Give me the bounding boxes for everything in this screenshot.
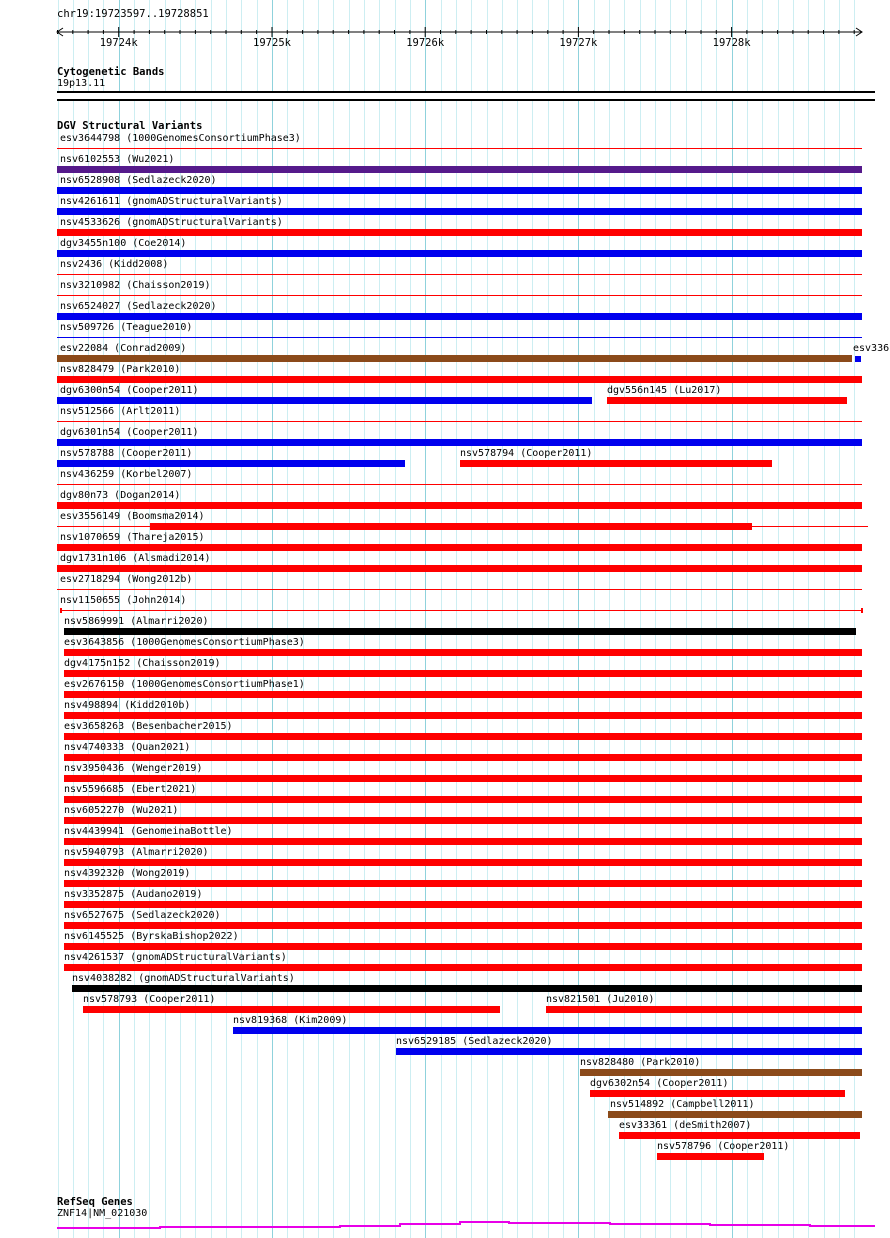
variant-label: nsv2436 (Kidd2008) — [60, 259, 169, 270]
variant-label: nsv3210982 (Chaisson2019) — [60, 280, 211, 291]
region-title: chr19:19723597..19728851 — [57, 8, 209, 20]
variant-label: nsv6102553 (Wu2021) — [60, 154, 175, 165]
variant-label: nsv4533626 (gnomADStructuralVariants) — [60, 217, 283, 228]
variant-label: nsv5596685 (Ebert2021) — [64, 784, 197, 795]
variant-label: dgv1731n106 (Alsmadi2014) — [60, 553, 211, 564]
refseq-gene-name: ZNF14|NM_021030 — [57, 1208, 148, 1219]
variant-label: nsv1150655 (John2014) — [60, 595, 187, 606]
variant-label: nsv6145525 (ByrskaBishop2022) — [64, 931, 239, 942]
variant-label: esv2676150 (1000GenomesConsortiumPhase1) — [64, 679, 305, 690]
variant-label: nsv6052270 (Wu2021) — [64, 805, 179, 816]
variant-label: nsv6528908 (Sedlazeck2020) — [60, 175, 217, 186]
refseq-section-title: RefSeq Genes — [57, 1196, 133, 1208]
ruler-tick-label: 19724k — [99, 37, 138, 49]
variant-label: nsv3352875 (Audano2019) — [64, 889, 203, 900]
ruler-tick-label: 19728k — [712, 37, 751, 49]
variant-label: nsv514892 (Campbell2011) — [610, 1099, 755, 1110]
variant-label: esv3644798 (1000GenomesConsortiumPhase3) — [60, 133, 301, 144]
variant-label: nsv4261611 (gnomADStructuralVariants) — [60, 196, 283, 207]
ruler-tick-label: 19727k — [559, 37, 598, 49]
gene-line[interactable] — [57, 1222, 875, 1228]
variant-label: esv336 — [853, 343, 890, 354]
ruler-tick-label: 19725k — [253, 37, 291, 49]
variant-label: nsv3950436 (Wenger2019) — [64, 763, 203, 774]
variant-label: dgv6302n54 (Cooper2011) — [590, 1078, 729, 1089]
variant-label: nsv512566 (Arlt2011) — [60, 406, 181, 417]
variant-label: dgv556n145 (Lu2017) — [607, 385, 722, 396]
cytobands-section-title: Cytogenetic Bands — [57, 66, 165, 78]
variant-label: esv3658263 (Besenbacher2015) — [64, 721, 233, 732]
cytoband-name: 19p13.11 — [57, 78, 106, 89]
variant-label: nsv4439941 (GenomeinaBottle) — [64, 826, 233, 837]
variant-label: nsv821501 (Ju2010) — [546, 994, 655, 1005]
variant-label: nsv4740333 (Quan2021) — [64, 742, 191, 753]
variant-label: dgv6301n54 (Cooper2011) — [60, 427, 199, 438]
variant-label: nsv578788 (Cooper2011) — [60, 448, 193, 459]
variant-label: nsv4038282 (gnomADStructuralVariants) — [72, 973, 295, 984]
variant-label: nsv436259 (Korbel2007) — [60, 469, 193, 480]
variant-label: dgv4175n152 (Chaisson2019) — [64, 658, 221, 669]
variant-label: nsv578794 (Cooper2011) — [460, 448, 593, 459]
ruler-tick-label: 19726k — [406, 37, 445, 49]
variant-label: nsv5940793 (Almarri2020) — [64, 847, 209, 858]
variant-label: dgv6300n54 (Cooper2011) — [60, 385, 199, 396]
variant-label: nsv819368 (Kim2009) — [233, 1015, 348, 1026]
variant-label: nsv5869991 (Almarri2020) — [64, 616, 209, 627]
variant-label: nsv6529185 (Sedlazeck2020) — [396, 1036, 553, 1047]
dgv-section-title: DGV Structural Variants — [57, 120, 203, 132]
variant-label: nsv6524027 (Sedlazeck2020) — [60, 301, 217, 312]
variant-label: nsv578793 (Cooper2011) — [83, 994, 216, 1005]
variant-label: nsv828479 (Park2010) — [60, 364, 181, 375]
variant-label: nsv578796 (Cooper2011) — [657, 1141, 790, 1152]
variant-label: dgv80n73 (Dogan2014) — [60, 490, 181, 501]
variant-label: esv22084 (Conrad2009) — [60, 343, 187, 354]
variant-label: esv33361 (deSmith2007) — [619, 1120, 752, 1131]
variant-label: dgv3455n100 (Coe2014) — [60, 238, 187, 249]
variant-label: nsv828480 (Park2010) — [580, 1057, 701, 1068]
variant-label: esv3643856 (1000GenomesConsortiumPhase3) — [64, 637, 305, 648]
variant-label: nsv498894 (Kidd2010b) — [64, 700, 191, 711]
variant-label: nsv6527675 (Sedlazeck2020) — [64, 910, 221, 921]
variant-label: nsv4261537 (gnomADStructuralVariants) — [64, 952, 287, 963]
variant-label: nsv4392320 (Wong2019) — [64, 868, 191, 879]
variant-label: nsv1070659 (Thareja2015) — [60, 532, 205, 543]
variant-label: esv2718294 (Wong2012b) — [60, 574, 193, 585]
variant-label: nsv509726 (Teague2010) — [60, 322, 193, 333]
variant-label: esv3556149 (Boomsma2014) — [60, 511, 205, 522]
